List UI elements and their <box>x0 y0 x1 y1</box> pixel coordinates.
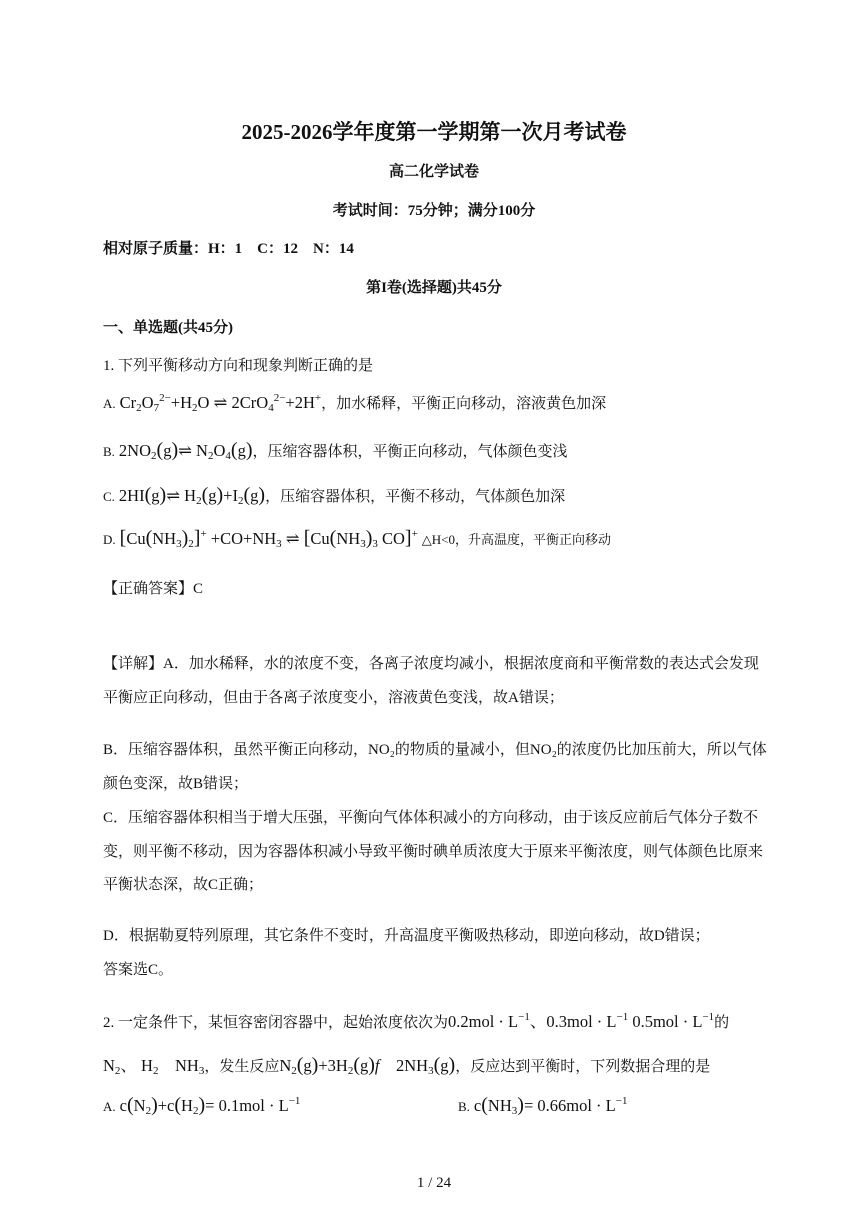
option-letter: A. <box>103 396 116 411</box>
question-2-line-2-end: ，反应达到平衡时，下列数据合理的是 <box>455 1059 711 1075</box>
explanation-a: 【详解】A．加水稀释，水的浓度不变，各离子浓度均减小，根据浓度商和平衡常数的表达式会发现平衡应正向移动，但由于各离子浓度变小，溶液黄色变浅，故A错误； <box>103 656 759 706</box>
option-description: ，压缩容器体积，平衡不移动，气体颜色加深 <box>265 489 566 505</box>
option-letter: B. <box>103 444 115 459</box>
formula: $c(N_2)+c(H_2)= 0.1mol \cdot L^{-1}$ <box>119 1094 301 1117</box>
formula: $0.2mol \cdot L^{-1}$、$0.3mol \cdot L^{-1}$ $0.5mol \cdot L^{-1}$ <box>448 1011 715 1031</box>
formula: $[Cu(NH_3)_2]^+ +CO+NH_3$ ⇌ [$Cu(NH_3)_3$ CO]+ <box>119 527 418 550</box>
explanation-d: D．根据勒夏特列原理，其它条件不变时，升高温度平衡吸热移动，即逆向移动，故D错误； <box>103 928 710 944</box>
question-2-line-2 <box>103 1052 710 1077</box>
option-letter: D. <box>103 532 116 547</box>
answer-label: 【正确答案】C <box>103 581 204 597</box>
option-letter: A. <box>103 1099 116 1114</box>
question-1-option-a <box>103 392 606 414</box>
explanation-c: C．压缩容器体积相当于增大压强，平衡向气体体积减小的方向移动，由于该反应前后气体分子数不变，则平衡不移动，因为容器体积减小导致平衡时碘单质浓度大于原来平衡浓度，则气体颜色比原来平衡状态深，故C正确； <box>103 810 764 893</box>
option-description: △H<0，升高温度，平衡正向移动 <box>421 532 612 547</box>
formula: $c(NH_3)= 0.66mol \cdot L^{-1}$ <box>473 1094 628 1117</box>
question-2-stem <box>103 1008 729 1032</box>
option-letter: B. <box>458 1099 470 1114</box>
formula: $2NO_2(g)\rightleftharpoons$ $N_2O_4(g)$ <box>118 439 253 462</box>
section-title: 一、单选题(共45分) <box>103 320 233 336</box>
formula: $N_2$、 $H_2$ $NH_3$ <box>103 1056 205 1077</box>
page-number: 1 / 24 <box>416 1175 452 1191</box>
formula: 2HI(g)⇌ $H_2(g)+I_2(g)$ <box>118 484 266 507</box>
option-description: ，加水稀释，平衡正向移动，溶液黄色加深 <box>321 396 607 412</box>
subject-title: 高二化学试卷 <box>388 164 479 180</box>
part-title: 第I卷(选择题)共45分 <box>366 280 502 296</box>
exam-info: 考试时间：75分钟；满分100分 <box>332 203 536 219</box>
formula: $Cr_2O_7^{2-}+H_2O$ ⇌ 2CrO$_4^{2-}$+2H+ <box>119 392 322 414</box>
option-letter: C. <box>103 489 115 504</box>
explanation-b: B．压缩容器体积，虽然平衡正向移动，NO₂的物质的量减小，但NO₂的浓度仍比加压前大，所以气体颜色变深，故B错误； <box>103 742 767 792</box>
option-description: ，压缩容器体积，平衡正向移动，气体颜色变浅 <box>252 444 568 460</box>
question-2-line-2-mid: ，发生反应 <box>204 1059 280 1075</box>
question-2-option-b <box>458 1095 627 1117</box>
formula: $N_2(g)+3H_2(g)f$ $2NH_3(g)$ <box>279 1054 456 1077</box>
question-1-option-b <box>103 440 568 462</box>
question-1-option-c <box>103 485 565 507</box>
explanation-conclusion: 答案选C。 <box>103 962 174 978</box>
page-title: 2025-2026学年度第一学期第一次月考试卷 <box>241 120 627 144</box>
question-2-stem-end: 的 <box>714 1015 730 1031</box>
atomic-masses: 相对原子质量：H：1 C：12 N：14 <box>103 241 354 257</box>
question-1-stem: 1. 下列平衡移动方向和现象判断正确的是 <box>103 358 374 374</box>
question-2-option-a <box>103 1095 300 1117</box>
question-2-stem-start: 2. 一定条件下，某恒容密闭容器中，起始浓度依次为 <box>103 1015 449 1031</box>
question-1-option-d <box>103 528 611 550</box>
